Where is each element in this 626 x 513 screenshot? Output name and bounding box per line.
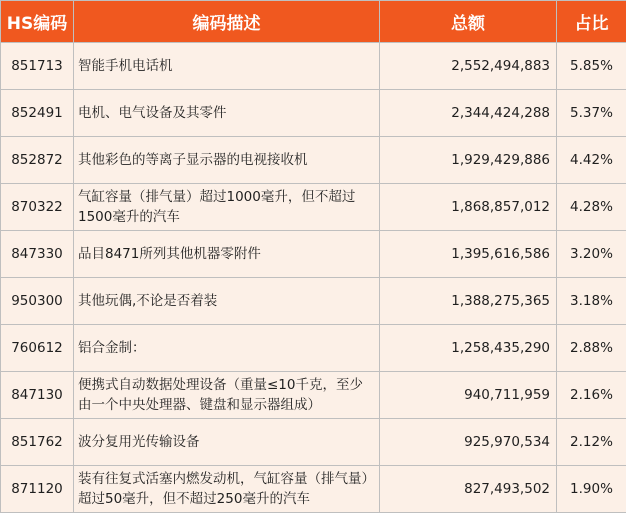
table-row: [1, 419, 626, 466]
share-cell: 4.42%: [557, 137, 626, 184]
hs-code-cell: 950300: [1, 278, 74, 325]
share-cell: 2.16%: [557, 372, 626, 419]
header-row: [1, 1, 626, 43]
header-hs-code: HS编码: [1, 1, 74, 43]
total-cell: 1,929,429,886: [380, 137, 557, 184]
hs-code-cell: 847130: [1, 372, 74, 419]
description-cell: 铝合金制：: [74, 325, 380, 372]
table-row: [1, 137, 626, 184]
hs-code-cell: 760612: [1, 325, 74, 372]
description-cell: 便携式自动数据处理设备（重量≤10千克，至少由一个中央处理器、键盘和显示器组成）: [74, 372, 380, 419]
share-cell: 2.12%: [557, 419, 626, 466]
total-cell: 1,868,857,012: [380, 184, 557, 231]
table-row: [1, 466, 626, 513]
hs-code-cell: 852872: [1, 137, 74, 184]
share-cell: 3.18%: [557, 278, 626, 325]
description-cell: 品目8471所列其他机器零附件: [74, 231, 380, 278]
header-total: 总额: [380, 1, 557, 43]
table-row: [1, 372, 626, 419]
table-row: [1, 90, 626, 137]
table-row: [1, 278, 626, 325]
table-header: [1, 1, 626, 43]
total-cell: 827,493,502: [380, 466, 557, 513]
share-cell: 4.28%: [557, 184, 626, 231]
total-cell: 2,344,424,288: [380, 90, 557, 137]
share-cell: 2.88%: [557, 325, 626, 372]
share-cell: 5.85%: [557, 43, 626, 90]
description-cell: 电机、电气设备及其零件: [74, 90, 380, 137]
header-description: 编码描述: [74, 1, 380, 43]
description-cell: 智能手机电话机: [74, 43, 380, 90]
total-cell: 1,395,616,586: [380, 231, 557, 278]
total-cell: 925,970,534: [380, 419, 557, 466]
description-cell: 其他彩色的等离子显示器的电视接收机: [74, 137, 380, 184]
header-share: 占比: [557, 1, 626, 43]
total-cell: 1,388,275,365: [380, 278, 557, 325]
table-row: [1, 325, 626, 372]
hs-code-cell: 851713: [1, 43, 74, 90]
hs-code-cell: 847330: [1, 231, 74, 278]
description-cell: 其他玩偶,不论是否着装: [74, 278, 380, 325]
hs-code-cell: 851762: [1, 419, 74, 466]
hs-code-cell: 870322: [1, 184, 74, 231]
table-row: [1, 43, 626, 90]
table-row: [1, 231, 626, 278]
hs-code-cell: 852491: [1, 90, 74, 137]
total-cell: 940,711,959: [380, 372, 557, 419]
share-cell: 3.20%: [557, 231, 626, 278]
share-cell: 5.37%: [557, 90, 626, 137]
table-body: [1, 43, 626, 513]
description-cell: 气缸容量（排气量）超过1000毫升，但不超过1500毫升的汽车: [74, 184, 380, 231]
description-cell: 波分复用光传输设备: [74, 419, 380, 466]
share-cell: 1.90%: [557, 466, 626, 513]
total-cell: 1,258,435,290: [380, 325, 557, 372]
hs-code-cell: 871120: [1, 466, 74, 513]
table-row: [1, 184, 626, 231]
description-cell: 装有往复式活塞内燃发动机，气缸容量（排气量）超过50毫升，但不超过250毫升的汽车: [74, 466, 380, 513]
total-cell: 2,552,494,883: [380, 43, 557, 90]
